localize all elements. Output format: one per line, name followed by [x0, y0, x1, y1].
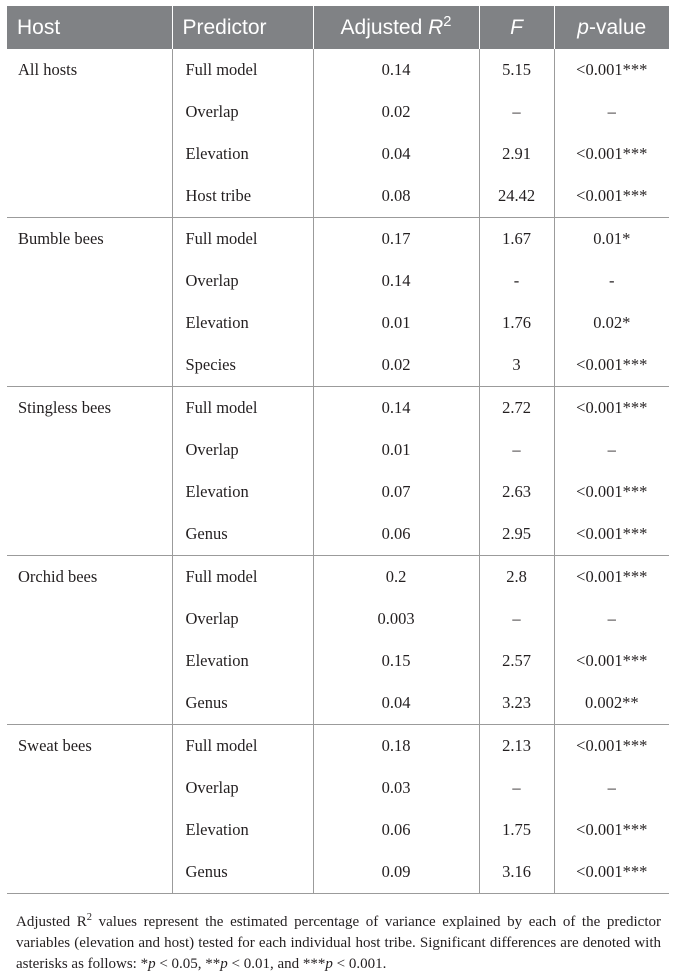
header-f-symbol: F — [510, 15, 523, 39]
host-cell: Bumble bees — [7, 218, 172, 387]
adjusted-r2-cell: 0.01 — [313, 429, 479, 471]
header-row — [7, 6, 669, 49]
predictor-cell: Full model — [172, 556, 313, 599]
predictor-cell: Elevation — [172, 302, 313, 344]
header-p-value — [554, 6, 669, 49]
predictor-cell: Overlap — [172, 598, 313, 640]
adjusted-r2-cell: 0.02 — [313, 344, 479, 387]
p-value-cell: <0.001*** — [576, 60, 648, 79]
footnote-threshold-1: < 0.05, — [155, 956, 206, 972]
f-cell: - — [479, 260, 554, 302]
f-cell: 2.57 — [479, 640, 554, 682]
adjusted-r2-cell: 0.04 — [313, 682, 479, 725]
predictor-cell: Overlap — [172, 260, 313, 302]
header-r-superscript: 2 — [443, 13, 452, 30]
f-cell: 3.16 — [479, 851, 554, 894]
adjusted-r2-cell: 0.07 — [313, 471, 479, 513]
p-value-cell: <0.001*** — [554, 175, 669, 218]
f-cell: 2.95 — [479, 513, 554, 556]
p-value-cell: <0.001*** — [576, 567, 648, 586]
p-value-cell: <0.001*** — [554, 513, 669, 556]
predictor-cell: Genus — [172, 682, 313, 725]
host-cell: Sweat bees — [7, 725, 172, 894]
p-value-cell: – — [607, 778, 616, 797]
predictor-cell: Elevation — [172, 809, 313, 851]
host-cell: Orchid bees — [7, 556, 172, 725]
p-value-cell: <0.001*** — [576, 398, 648, 417]
table-header — [7, 6, 669, 49]
footnote-p-2: p — [220, 956, 228, 972]
p-value-cell: 0.002** — [554, 682, 669, 725]
table-row — [7, 49, 669, 91]
p-value-cell: - — [609, 271, 615, 290]
predictor-cell: Elevation — [172, 471, 313, 513]
predictor-cell: Full model — [172, 725, 313, 768]
f-cell: 2.63 — [479, 471, 554, 513]
adjusted-r2-cell: 0.17 — [313, 218, 479, 261]
table-body — [7, 49, 669, 894]
f-cell: 3 — [479, 344, 554, 387]
adjusted-r2-cell: 0.08 — [313, 175, 479, 218]
p-value-cell: <0.001*** — [576, 820, 648, 839]
results-table — [7, 6, 669, 894]
header-adjusted-r2 — [313, 6, 479, 49]
footnote-p-3: p — [325, 956, 333, 972]
predictor-cell: Host tribe — [172, 175, 313, 218]
footnote-part2: values represent the estimated percentage of variance explained by each of the predictor variables (elevation and host) tested for each individual host tribe. Significant differences are denoted with asterisks as follows: — [16, 914, 662, 972]
table-row — [7, 725, 669, 768]
p-value-cell: <0.001*** — [576, 144, 648, 163]
adjusted-r2-cell: 0.15 — [313, 640, 479, 682]
predictor-cell: Full model — [172, 218, 313, 261]
f-cell: 1.67 — [479, 218, 554, 261]
predictor-cell: Species — [172, 344, 313, 387]
predictor-cell: Genus — [172, 513, 313, 556]
header-host: Host — [7, 6, 172, 49]
table-row — [7, 387, 669, 430]
predictor-cell: Genus — [172, 851, 313, 894]
header-predictor: Predictor — [172, 6, 313, 49]
adjusted-r2-cell: 0.06 — [313, 513, 479, 556]
footnote-star-1: * — [140, 956, 149, 972]
p-value-cell: – — [607, 102, 616, 121]
footnote-r2-superscript: 2 — [86, 912, 93, 923]
adjusted-r2-cell: 0.09 — [313, 851, 479, 894]
adjusted-r2-cell: 0.03 — [313, 767, 479, 809]
f-cell: 2.91 — [479, 133, 554, 175]
header-adjusted-r2-prefix: Adjusted — [340, 15, 429, 39]
header-f — [479, 6, 554, 49]
predictor-cell: Overlap — [172, 91, 313, 133]
header-p-suffix: -value — [588, 15, 647, 39]
p-value-cell: – — [607, 440, 616, 459]
f-cell: 3.23 — [479, 682, 554, 725]
adjusted-r2-cell: 0.02 — [313, 91, 479, 133]
p-value-cell: <0.001*** — [576, 736, 648, 755]
adjusted-r2-cell: 0.18 — [313, 725, 479, 768]
predictor-cell: Overlap — [172, 429, 313, 471]
table-row — [7, 218, 669, 261]
footnote-part1: Adjusted R — [16, 914, 87, 930]
adjusted-r2-cell: 0.06 — [313, 809, 479, 851]
f-cell: – — [479, 767, 554, 809]
predictor-cell: Full model — [172, 49, 313, 91]
p-value-cell: <0.001*** — [554, 344, 669, 387]
f-cell: 1.76 — [479, 302, 554, 344]
p-value-cell: 0.01* — [593, 229, 631, 248]
p-value-cell: <0.001*** — [576, 482, 648, 501]
footnote-threshold-3: < 0.001. — [332, 956, 387, 972]
adjusted-r2-cell: 0.04 — [313, 133, 479, 175]
f-cell: 2.72 — [479, 387, 554, 430]
adjusted-r2-cell: 0.2 — [313, 556, 479, 599]
adjusted-r2-cell: 0.003 — [313, 598, 479, 640]
p-value-cell: <0.001*** — [576, 651, 648, 670]
footnote-threshold-2: < 0.01, and — [227, 956, 303, 972]
p-value-cell: – — [607, 609, 616, 628]
f-cell: – — [479, 91, 554, 133]
predictor-cell: Elevation — [172, 640, 313, 682]
footnote-p-1: p — [148, 956, 156, 972]
f-cell: 24.42 — [479, 175, 554, 218]
f-cell: 5.15 — [479, 49, 554, 91]
predictor-cell: Overlap — [172, 767, 313, 809]
f-cell: 1.75 — [479, 809, 554, 851]
f-cell: 2.13 — [479, 725, 554, 768]
predictor-cell: Elevation — [172, 133, 313, 175]
predictor-cell: Full model — [172, 387, 313, 430]
f-cell: 2.8 — [479, 556, 554, 599]
p-value-cell: 0.02* — [593, 313, 631, 332]
p-value-cell: <0.001*** — [554, 851, 669, 894]
header-p-symbol: p — [577, 15, 589, 39]
f-cell: – — [479, 598, 554, 640]
adjusted-r2-cell: 0.14 — [313, 387, 479, 430]
footnote-star-3: *** — [302, 956, 326, 972]
adjusted-r2-cell: 0.01 — [313, 302, 479, 344]
footnote-star-2: ** — [205, 956, 221, 972]
host-cell: Stingless bees — [7, 387, 172, 556]
adjusted-r2-cell: 0.14 — [313, 49, 479, 91]
table-row — [7, 556, 669, 599]
f-cell: – — [479, 429, 554, 471]
adjusted-r2-cell: 0.14 — [313, 260, 479, 302]
table-footnote — [16, 912, 661, 975]
header-r-symbol: R — [428, 15, 444, 39]
host-cell: All hosts — [7, 49, 172, 218]
